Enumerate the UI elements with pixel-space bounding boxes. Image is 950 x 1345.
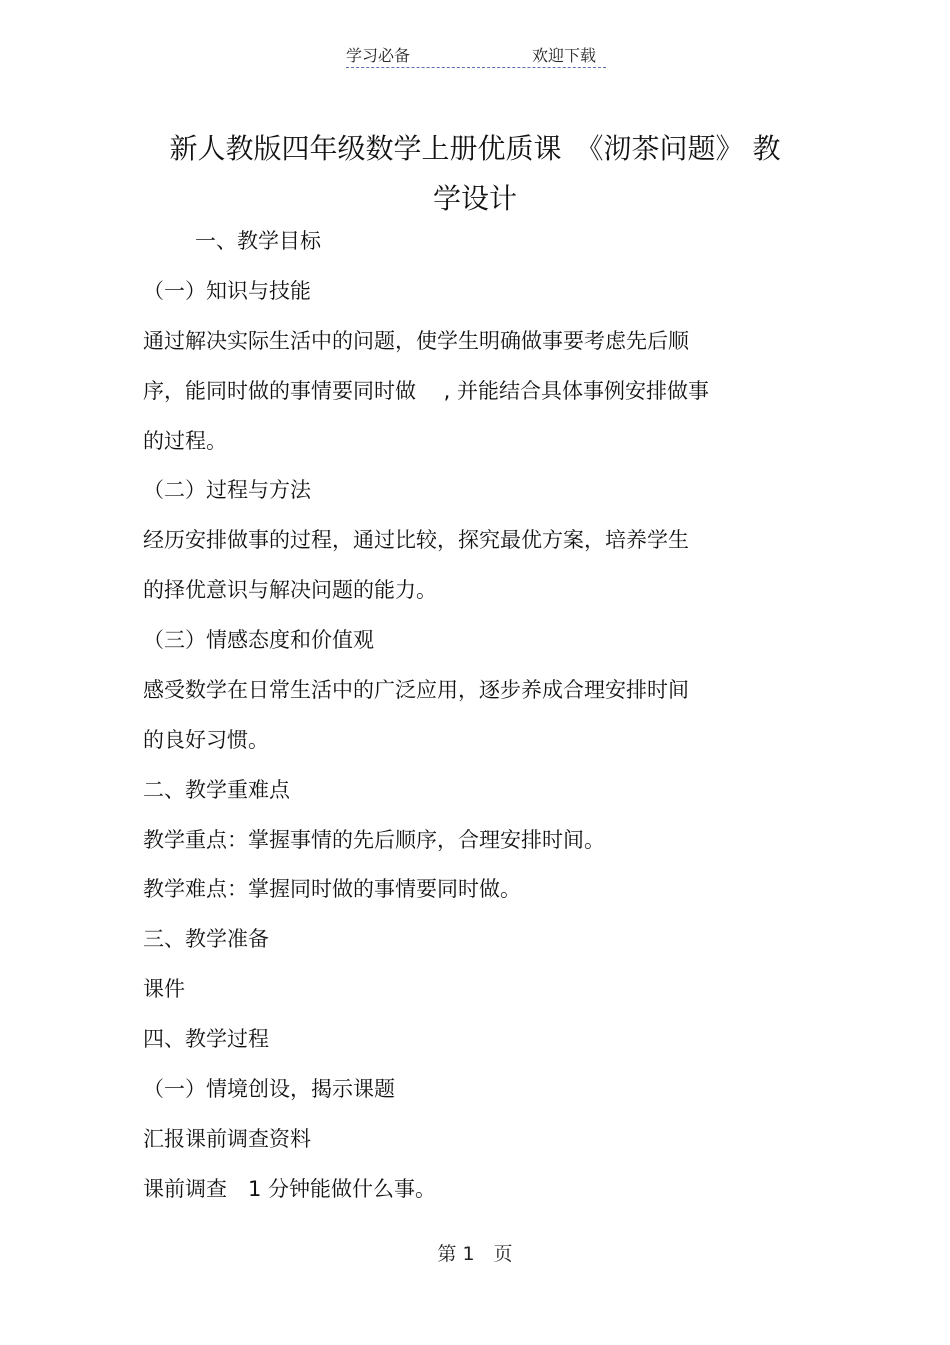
paragraph-line: 序，能同时做的事情要同时做 , 并能结合具体事例安排做事: [143, 379, 710, 403]
paragraph-line: 汇报课前调查资料: [143, 1127, 311, 1151]
paragraph-line: 通过解决实际生活中的问题，使学生明确做事要考虑先后顺: [143, 329, 689, 353]
paragraph-line: 的过程。: [143, 429, 227, 453]
paragraph-line: 感受数学在日常生活中的广泛应用，逐步养成合理安排时间: [143, 678, 689, 702]
paragraph-line: 经历安排做事的过程，通过比较，探究最优方案，培养学生: [143, 528, 689, 552]
header-left-text: 学习必备: [346, 46, 411, 65]
paragraph-line: 教学难点：掌握同时做的事情要同时做。: [143, 877, 521, 901]
subheading-scenario: （一）情境创设，揭示课题: [143, 1077, 395, 1101]
header-right-text: 欢迎下载: [532, 46, 597, 65]
subheading-knowledge: （一）知识与技能: [143, 279, 311, 303]
section-heading-preparation: 三、教学准备: [143, 927, 269, 951]
section-heading-goals: 一、教学目标: [195, 229, 321, 253]
paragraph-line: 课件: [143, 977, 185, 1001]
paragraph-line: 的择优意识与解决问题的能力。: [143, 578, 437, 602]
paragraph-line: 课前调查 1 分钟能做什么事。: [143, 1177, 437, 1201]
section-heading-key-points: 二、教学重难点: [143, 778, 290, 802]
document-title: [120, 124, 830, 224]
subheading-values: （三）情感态度和价值观: [143, 628, 374, 652]
paragraph-line: 的良好习惯。: [143, 728, 269, 752]
page-header: [346, 41, 606, 68]
page-number: 第 1 页: [437, 1243, 513, 1265]
title-line-1: 新人教版四年级数学上册优质课 《沏茶问题》 教: [169, 132, 781, 165]
title-line-2: 学设计: [432, 182, 517, 215]
section-heading-process: 四、教学过程: [143, 1027, 269, 1051]
paragraph-line: 教学重点：掌握事情的先后顺序，合理安排时间。: [143, 828, 605, 852]
subheading-process: （二）过程与方法: [143, 478, 311, 502]
